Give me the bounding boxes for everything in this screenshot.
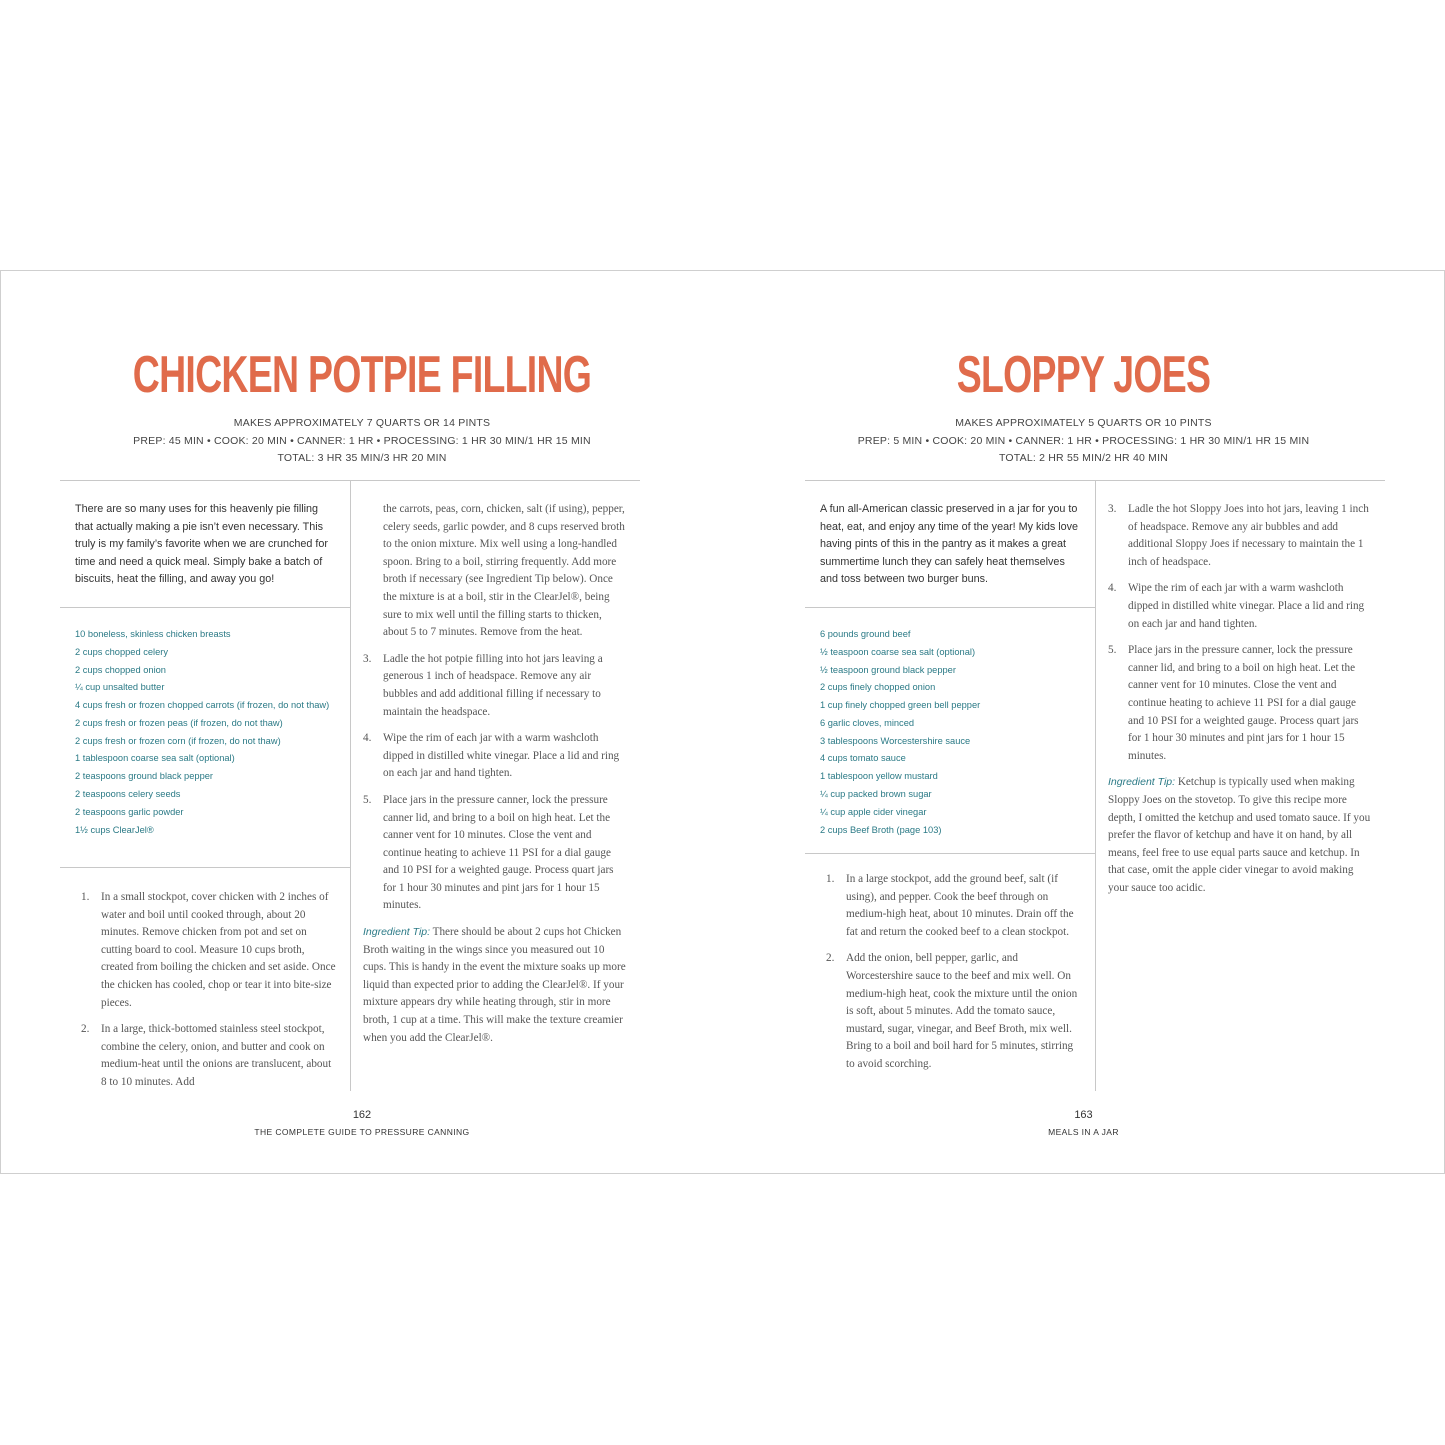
- step-number: 1.: [81, 891, 90, 903]
- recipe-title: SLOPPY JOES: [956, 346, 1211, 404]
- step-number: 3.: [1108, 503, 1117, 515]
- ingredient-item: ½ teaspoon ground black pepper: [820, 664, 956, 675]
- step-number: 4.: [363, 732, 372, 745]
- step-number: 5.: [363, 793, 372, 806]
- right-page: [723, 271, 1444, 1173]
- column-divider: [350, 481, 351, 1091]
- ingredient-item: ¼ cup apple cider vinegar: [820, 806, 927, 817]
- recipe-total: TOTAL: 2 HR 55 MIN/2 HR 40 MIN: [999, 452, 1168, 464]
- step-text: Wipe the rim of each jar with a warm washcloth dipped in distilled white vinegar. Place a lid and ring on each jar and hand tighten.: [383, 732, 620, 780]
- recipe-meta: [723, 415, 1444, 468]
- ingredient-item: 2 teaspoons ground black pepper: [75, 771, 214, 782]
- ingredient-item: 6 pounds ground beef: [820, 629, 911, 639]
- running-title: MEALS IN A JAR: [1048, 1127, 1119, 1137]
- step-continued: the carrots, peas, corn, chicken, salt (if using), pepper, celery seeds, garlic powder, and 8 cups reserved broth to the onion mixture. Mix well using a long-handled spoon. Bring to a boil, stirring frequently. Add more broth if necessary (see Ingredient Tip below). Once the mixture is at a boil, stir in the ClearJel®, being sure to mix well until the filling starts to thicken, about 5 to 7 minutes. Remove from the heat.: [383, 503, 625, 639]
- ingredient-tip: [363, 924, 628, 1047]
- steps-column-2: [363, 501, 628, 1056]
- step-item: [826, 871, 1084, 941]
- steps-list: [1108, 501, 1373, 765]
- step-text: In a large stockpot, add the ground beef, salt (if using), and pepper. Cook the beef through on medium-high heat, about 10 minutes. Drain off the fat and return the cooked beef to a clean stockpot.: [846, 873, 1074, 938]
- recipe-times: PREP: 45 MIN • COOK: 20 MIN • CANNER: 1 HR • PROCESSING: 1 HR 30 MIN/1 HR 15 MIN: [133, 434, 591, 447]
- step-text: Wipe the rim of each jar with a warm washcloth dipped in distilled white vinegar. Place a lid and ring on each jar and hand tighten.: [1128, 582, 1365, 630]
- tip-text: There should be about 2 cups hot Chicken Broth waiting in the wings since you measured out 10 cups. This is handy in the event the mixture soaks up more liquid than expected prior to adding the ClearJel®. If your mixture appears dry while heating through, stir in more broth, 1 cup at a time. This will make the texture creamier when you add the ClearJel®.: [363, 926, 626, 1044]
- recipe-intro: There are so many uses for this heavenly pie filling that actually making a pie isn’t even necessary. This truly is my family’s favorite when we are crunched for time and need a quick meal. Simply bake a batch of biscuits, heat the filling, and away you go!: [75, 503, 329, 586]
- step-text: In a small stockpot, cover chicken with 2 inches of water and boil until cooked through, about 20 minutes. Remove chicken from pot and set on cutting board to cool. Measure 10 cups broth, created from boiling the chicken and set aside. Once the chicken has cooled, chop or tear it into bite-size pieces.: [101, 891, 336, 1009]
- ingredient-item: 2 cups fresh or frozen peas (if frozen, do not thaw): [75, 717, 283, 728]
- tip-label: Ingredient Tip:: [363, 926, 431, 939]
- step-item: [81, 889, 339, 1012]
- step-item: [363, 651, 628, 721]
- step-item: [81, 1021, 339, 1091]
- ingredient-item: 2 cups chopped celery: [75, 646, 169, 657]
- step-text: Place jars in the pressure canner, lock the pressure canner lid, and bring to a boil on high heat. Let the canner vent for 10 minutes. Close the vent and continue heating to achieve 11 PSI for a dial gauge and 10 PSI for a weighted gauge. Process quart jars for 1 hour 30 minutes and pint jars for 1 hour 15 minutes.: [383, 793, 614, 912]
- recipe-intro: A fun all-American classic preserved in a jar for you to heat, eat, and enjoy any time of the year! My kids love having pints of this in the pantry as it makes a great summertime lunch they can safely heat themselves and toss between two burger buns.: [820, 503, 1079, 586]
- divider: [60, 867, 350, 868]
- divider: [60, 607, 350, 608]
- recipe-title: CHICKEN POTPIE FILLING: [132, 346, 592, 404]
- step-number: 1.: [826, 873, 835, 885]
- step-item: [363, 730, 628, 783]
- page-number: 163: [1074, 1109, 1093, 1121]
- ingredient-item: 1 tablespoon yellow mustard: [820, 771, 938, 782]
- step-item: [363, 792, 628, 915]
- ingredient-item: 2 teaspoons garlic powder: [75, 806, 184, 817]
- recipe-yield: MAKES APPROXIMATELY 7 QUARTS OR 14 PINTS: [233, 417, 491, 429]
- ingredient-item: 3 tablespoons Worcestershire sauce: [820, 735, 971, 746]
- ingredient-list: [75, 629, 345, 842]
- step-number: 4.: [1108, 582, 1117, 595]
- tip-text: Ketchup is typically used when making Sloppy Joes on the stovetop. To give this recipe more depth, I omitted the ketchup and used tomato sauce. If you prefer the flavor of ketchup and have it on hand, by all means, feel free to use equal parts sauce and ketchup. In that case, omit the apple cider vinegar to avoid making your sauce too acidic.: [1108, 776, 1371, 894]
- step-item: [1108, 580, 1373, 633]
- column-divider: [1095, 481, 1096, 1091]
- step-text: In a large, thick-bottomed stainless steel stockpot, combine the celery, onion, and butter and cook on medium-heat until the onions are translucent, about 8 to 10 minutes. Add: [101, 1023, 332, 1088]
- book-spread: [0, 270, 1445, 1174]
- steps-list: [826, 871, 1084, 1083]
- ingredient-tip: [1108, 774, 1373, 897]
- ingredient-item: ¼ cup unsalted butter: [75, 682, 165, 693]
- recipe-total: TOTAL: 3 HR 35 MIN/3 HR 20 MIN: [277, 452, 447, 464]
- left-page: [1, 271, 723, 1173]
- steps-list: [81, 889, 339, 1101]
- step-text: Ladle the hot potpie filling into hot jars leaving a generous 1 inch of headspace. Remove any air bubbles and add additional filling if necessary to maintain the headspace.: [383, 652, 603, 718]
- ingredient-item: 1 cup finely chopped green bell pepper: [820, 700, 981, 711]
- divider: [805, 853, 1095, 854]
- step-item: [826, 950, 1084, 1073]
- step-number: 2.: [81, 1023, 90, 1036]
- ingredient-item: ¼ cup packed brown sugar: [820, 789, 932, 800]
- ingredient-item: 4 cups tomato sauce: [820, 753, 906, 764]
- recipe-meta: [1, 415, 723, 468]
- ingredient-list: [820, 629, 1090, 842]
- steps-list: [363, 651, 628, 915]
- page-number: 162: [352, 1109, 372, 1121]
- tip-label: Ingredient Tip:: [1108, 776, 1176, 789]
- step-text: Place jars in the pressure canner, lock the pressure canner lid, and bring to a boil on high heat. Let the canner vent for 10 minutes. Close the vent and continue heating to achieve 11 PSI for a dial gauge and 10 PSI for a weighted gauge. Process quart jars for 1 hour 30 minutes and pint jars for 1 hour 15 minutes.: [1128, 644, 1359, 762]
- divider: [805, 607, 1095, 608]
- recipe-yield: MAKES APPROXIMATELY 5 QUARTS OR 10 PINTS: [955, 417, 1212, 429]
- ingredient-item: 6 garlic cloves, minced: [820, 717, 915, 728]
- ingredient-item: 1½ cups ClearJel®: [75, 824, 154, 835]
- step-text: Add the onion, bell pepper, garlic, and Worcestershire sauce to the beef and mix well. On medium-high heat, cook the mixture until the onion is soft, about 5 minutes. Add the tomato sauce, mustard, sugar, vinegar, and Beef Broth, mix well. Bring to a boil and boil hard for 5 minutes, stirring to avoid scorching.: [846, 952, 1078, 1070]
- step-item: [1108, 642, 1373, 765]
- steps-column-2: [1108, 501, 1373, 906]
- ingredient-item: ½ teaspoon coarse sea salt (optional): [820, 646, 976, 657]
- recipe-times: PREP: 5 MIN • COOK: 20 MIN • CANNER: 1 HR • PROCESSING: 1 HR 30 MIN/1 HR 15 MIN: [857, 434, 1310, 447]
- ingredient-item: 4 cups fresh or frozen chopped carrots (if frozen, do not thaw): [75, 700, 330, 711]
- step-number: 2.: [826, 952, 835, 965]
- ingredient-item: 2 cups fresh or frozen corn (if frozen, do not thaw): [75, 735, 281, 746]
- step-text: Ladle the hot Sloppy Joes into hot jars, leaving 1 inch of headspace. Remove any air bubbles and add additional Sloppy Joes if necessary to maintain the 1 inch of headspace.: [1128, 503, 1369, 568]
- step-number: 3.: [363, 652, 372, 665]
- running-title: THE COMPLETE GUIDE TO PRESSURE CANNING: [254, 1127, 470, 1137]
- ingredient-item: 2 teaspoons celery seeds: [75, 789, 181, 800]
- ingredient-item: 1 tablespoon coarse sea salt (optional): [75, 753, 235, 764]
- ingredient-item: 2 cups Beef Broth (page 103): [820, 824, 942, 835]
- step-number: 5.: [1108, 644, 1117, 657]
- step-item: [1108, 501, 1373, 571]
- ingredient-item: 2 cups finely chopped onion: [820, 682, 936, 693]
- ingredient-item: 10 boneless, skinless chicken breasts: [75, 629, 231, 639]
- ingredient-item: 2 cups chopped onion: [75, 664, 166, 675]
